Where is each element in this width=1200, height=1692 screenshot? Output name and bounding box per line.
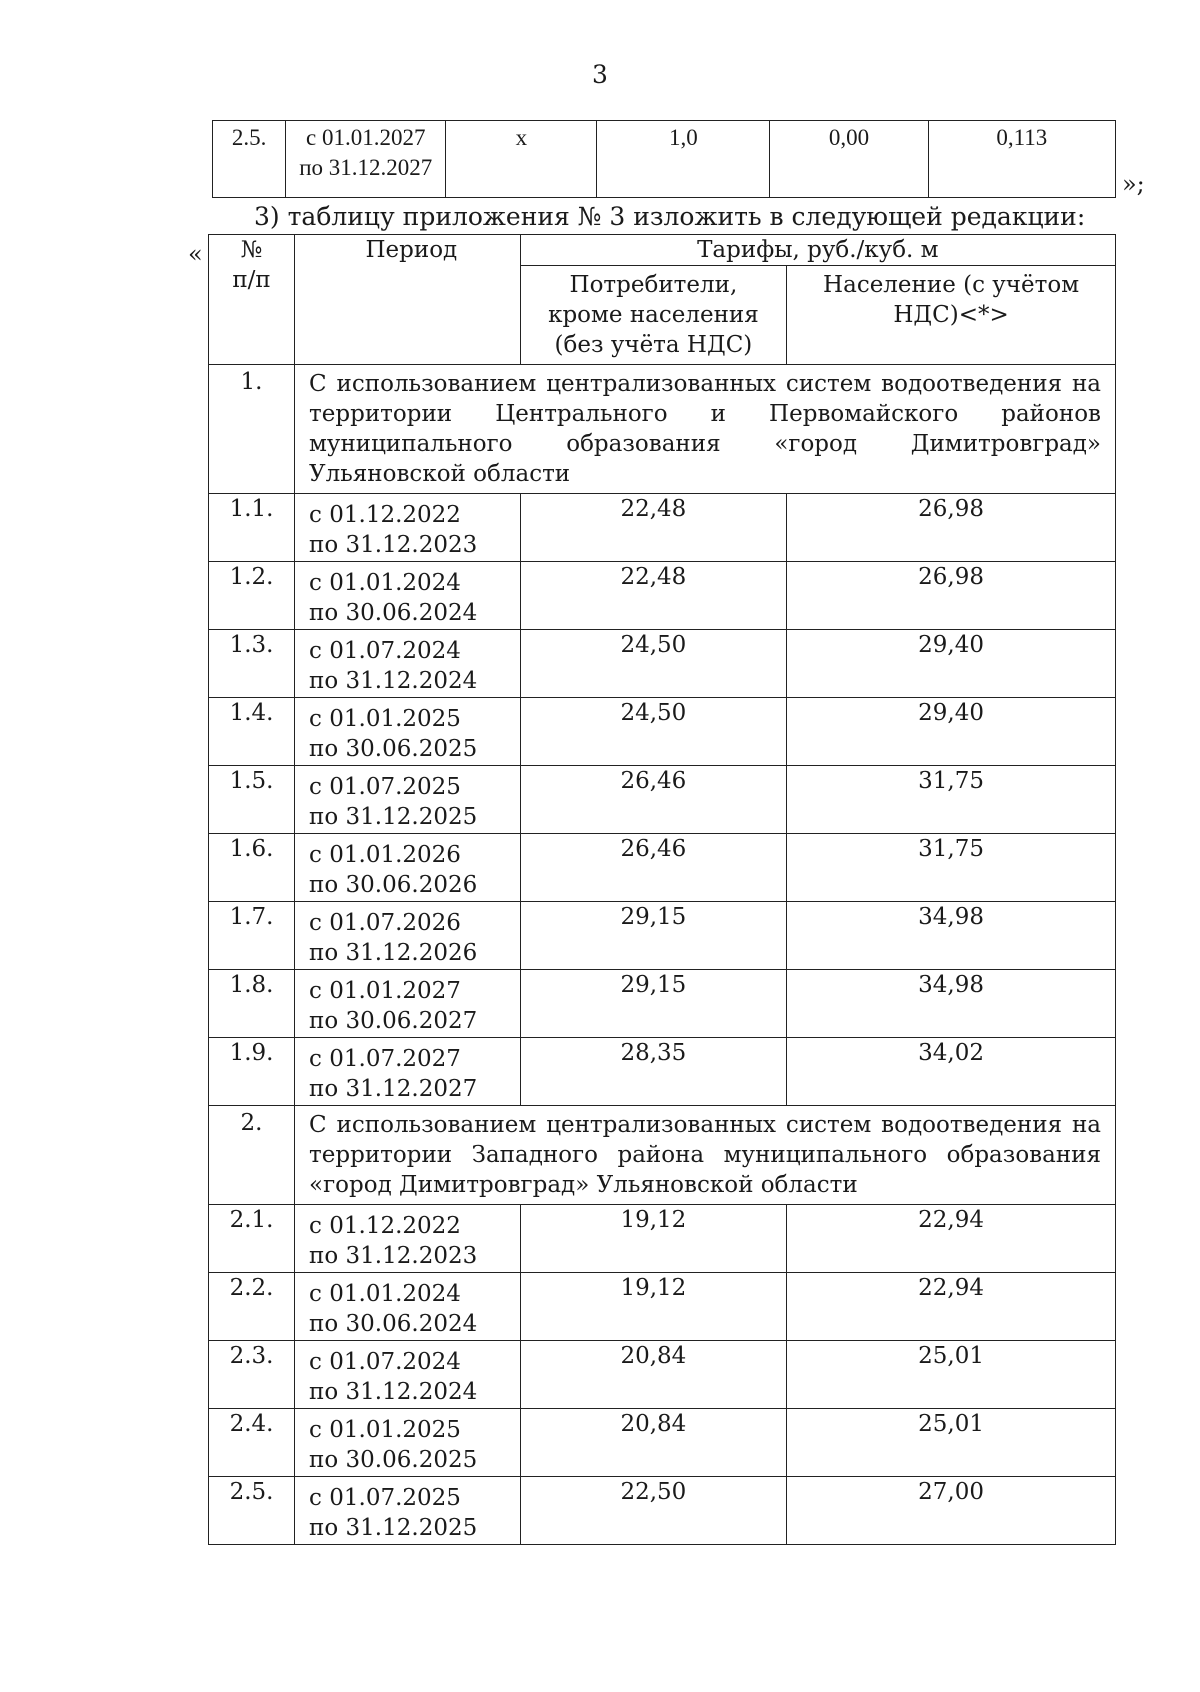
tariff-population-value: 34,98 [787,902,1116,970]
period-cell [295,698,521,766]
tariff-population-value: 29,40 [787,698,1116,766]
tariff-population-value: 25,01 [787,1341,1116,1409]
tariff-consumers-value: 26,46 [520,766,786,834]
closing-quote: »; [1122,170,1145,198]
tariff-population-value: 26,98 [787,494,1116,562]
tariff-consumers-value: 26,46 [520,834,786,902]
tariff-population-value: 22,94 [787,1205,1116,1273]
table-row [209,1409,1116,1477]
period-to: по 31.12.2025 [309,1515,478,1541]
period-from: с 01.01.2024 [309,1281,461,1307]
row-number: 1.8. [209,970,295,1038]
row-number: 1.9. [209,1038,295,1106]
header-tariffs: Тарифы, руб./куб. м [520,235,1115,266]
period-cell [286,121,446,198]
tariff-population-value: 34,98 [787,970,1116,1038]
table-row [209,834,1116,902]
value-cell: 0,113 [928,121,1115,198]
table-row [209,970,1116,1038]
period-from: с 01.01.2025 [309,1417,461,1443]
period-to: по 31.12.2023 [309,1243,478,1269]
tariff-consumers-value: 24,50 [520,630,786,698]
period-from: с 01.07.2025 [309,1485,461,1511]
table-row [209,494,1116,562]
tariff-consumers-value: 22,48 [520,562,786,630]
period-to: по 30.06.2024 [309,600,478,626]
period-from: с 01.12.2022 [309,1213,461,1239]
period-cell [295,1477,521,1545]
row-number: 2.2. [209,1273,295,1341]
period-to: по 31.12.2027 [309,1076,478,1102]
period-cell [295,834,521,902]
header-number-label: п/п [232,267,271,293]
group-number: 1. [209,365,295,494]
period-from: с 01.01.2026 [309,842,461,868]
page-number: 3 [592,60,608,89]
period-to: по 31.12.2025 [309,804,478,830]
instruction-text: 3) таблицу приложения № 3 изложить в следующей редакции: [254,202,1086,231]
tariff-population-value: 27,00 [787,1477,1116,1545]
period-from: с 01.01.2025 [309,706,461,732]
period-to: по 30.06.2027 [309,1008,478,1034]
period-cell [295,766,521,834]
period-to: по 31.12.2026 [309,940,478,966]
period-cell [295,1038,521,1106]
row-number: 1.4. [209,698,295,766]
table-row [209,630,1116,698]
opening-quote: « [188,240,203,268]
tariff-consumers-value: 20,84 [520,1409,786,1477]
tariff-population-value: 25,01 [787,1409,1116,1477]
period-cell [295,970,521,1038]
header-number [209,235,295,365]
tariff-population-value: 22,94 [787,1273,1116,1341]
period-cell [295,562,521,630]
period-cell [295,1409,521,1477]
period-to: по 30.06.2025 [309,1447,478,1473]
period-cell [295,1205,521,1273]
tariff-consumers-value: 19,12 [520,1273,786,1341]
period-from: с 01.07.2024 [309,1349,461,1375]
header-consumers: Потребители, кроме населения (без учёта НДС) [520,266,786,365]
table-row [209,766,1116,834]
row-number: 2.5. [209,1477,295,1545]
period-cell [295,494,521,562]
row-number: 2.5. [213,121,286,198]
period-from: с 01.01.2024 [309,570,461,596]
period-to: по 31.12.2023 [309,532,478,558]
period-from: с 01.01.2027 [309,978,461,1004]
row-number: 2.4. [209,1409,295,1477]
tariff-consumers-value: 22,48 [520,494,786,562]
table-row [209,1205,1116,1273]
tariff-population-value: 31,75 [787,834,1116,902]
tariff-population-value: 34,02 [787,1038,1116,1106]
table-row [209,562,1116,630]
header-period: Период [295,235,521,365]
period-from: с 01.07.2025 [309,774,461,800]
value-cell: 0,00 [770,121,928,198]
group-number: 2. [209,1106,295,1205]
table-row [209,1273,1116,1341]
group-title: С использованием централизованных систем водоотведения на территории Центрального и Первомайского районов муниципального образования «город Димитровград» Ульяновской области [295,365,1116,494]
period-to: по 30.06.2026 [309,872,478,898]
tariff-population-value: 29,40 [787,630,1116,698]
tariff-consumers-value: 29,15 [520,970,786,1038]
group-row [209,365,1116,494]
period-to: по 31.12.2024 [309,1379,478,1405]
row-number: 1.5. [209,766,295,834]
tariff-consumers-value: 24,50 [520,698,786,766]
row-number: 1.3. [209,630,295,698]
tariff-consumers-value: 28,35 [520,1038,786,1106]
tariff-consumers-value: 22,50 [520,1477,786,1545]
table-row [209,1341,1116,1409]
value-cell: х [446,121,597,198]
period-to: по 31.12.2027 [299,155,433,180]
period-to: по 30.06.2024 [309,1311,478,1337]
table-row [209,698,1116,766]
period-to: по 31.12.2024 [309,668,478,694]
period-from: с 01.07.2026 [309,910,461,936]
row-number: 1.7. [209,902,295,970]
table-row [209,902,1116,970]
header-population: Население (с учётом НДС)<*> [787,266,1116,365]
table-row [213,121,1116,198]
header-number-sign: № [240,237,263,263]
period-from: с 01.07.2024 [309,638,461,664]
previous-table-fragment [212,120,1116,198]
row-number: 1.1. [209,494,295,562]
tariff-population-value: 31,75 [787,766,1116,834]
row-number: 1.6. [209,834,295,902]
row-number: 1.2. [209,562,295,630]
tariff-table [208,234,1116,1545]
row-number: 2.3. [209,1341,295,1409]
tariff-consumers-value: 19,12 [520,1205,786,1273]
group-title: С использованием централизованных систем водоотведения на территории Западного района муниципального образования «город Димитровград» Ульяновской области [295,1106,1116,1205]
period-cell [295,902,521,970]
row-number: 2.1. [209,1205,295,1273]
period-from: с 01.12.2022 [309,502,461,528]
tariff-consumers-value: 29,15 [520,902,786,970]
tariff-consumers-value: 20,84 [520,1341,786,1409]
period-from: с 01.07.2027 [309,1046,461,1072]
period-cell [295,630,521,698]
period-cell [295,1341,521,1409]
value-cell: 1,0 [597,121,770,198]
group-row [209,1106,1116,1205]
period-from: с 01.01.2027 [306,125,426,150]
table-row [209,1477,1116,1545]
period-to: по 30.06.2025 [309,736,478,762]
tariff-population-value: 26,98 [787,562,1116,630]
period-cell [295,1273,521,1341]
table-row [209,1038,1116,1106]
table-header-row [209,235,1116,266]
